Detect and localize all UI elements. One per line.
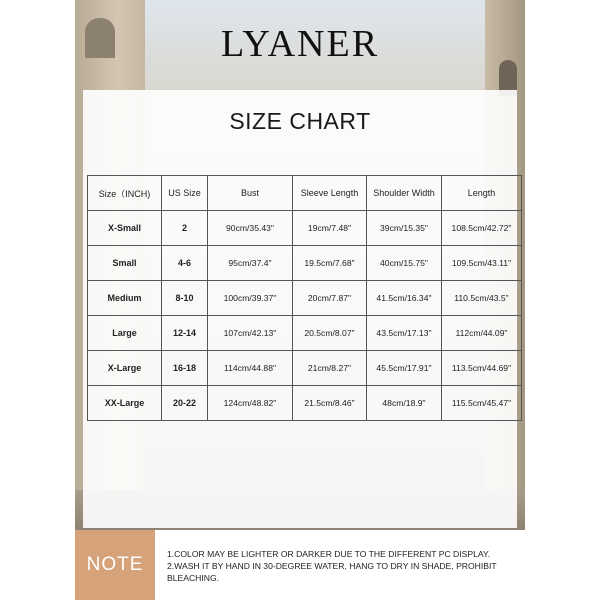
- cell-sleeve-length: 20cm/7.87": [293, 281, 367, 316]
- note-line: 2.WASH IT BY HAND IN 30-DEGREE WATER, HANG TO DRY IN SHADE, PROHIBIT BLEACHING.: [167, 561, 497, 583]
- note-label: NOTE: [75, 530, 155, 600]
- cell-size: Medium: [88, 281, 162, 316]
- header-shoulder-width: Shoulder Width: [367, 176, 442, 211]
- table-row: [88, 316, 522, 351]
- cell-size: X-Large: [88, 351, 162, 386]
- header-sleeve-length: Sleeve Length: [293, 176, 367, 211]
- cell-size: Small: [88, 246, 162, 281]
- cell-shoulder-width: 43.5cm/17.13": [367, 316, 442, 351]
- cell-size: Large: [88, 316, 162, 351]
- header-bust: Bust: [208, 176, 293, 211]
- cell-sleeve-length: 21cm/8.27": [293, 351, 367, 386]
- cell-bust: 95cm/37.4": [208, 246, 293, 281]
- cell-us-size: 20-22: [162, 386, 208, 421]
- size-chart-panel: [83, 90, 517, 528]
- table-header-row: [88, 176, 522, 211]
- cell-sleeve-length: 19.5cm/7.68": [293, 246, 367, 281]
- cell-sleeve-length: 21.5cm/8.46": [293, 386, 367, 421]
- cell-bust: 124cm/48.82": [208, 386, 293, 421]
- table-row: [88, 386, 522, 421]
- cell-shoulder-width: 41.5cm/16.34": [367, 281, 442, 316]
- table-row: [88, 211, 522, 246]
- cell-bust: 107cm/42.13": [208, 316, 293, 351]
- table-row: [88, 246, 522, 281]
- note-text: [167, 548, 522, 584]
- cell-us-size: 2: [162, 211, 208, 246]
- cell-shoulder-width: 48cm/18.9": [367, 386, 442, 421]
- note-line: 1.COLOR MAY BE LIGHTER OR DARKER DUE TO THE DIFFERENT PC DISPLAY.: [167, 549, 490, 559]
- cell-shoulder-width: 40cm/15.75": [367, 246, 442, 281]
- cell-shoulder-width: 39cm/15.35": [367, 211, 442, 246]
- size-chart-image: [75, 0, 525, 600]
- cell-length: 108.5cm/42.72": [442, 211, 522, 246]
- cell-length: 113.5cm/44.69": [442, 351, 522, 386]
- header-size: Size（INCH): [88, 176, 162, 211]
- table-row: [88, 281, 522, 316]
- header-length: Length: [442, 176, 522, 211]
- cell-bust: 100cm/39.37": [208, 281, 293, 316]
- brand-logo: LYANER: [220, 23, 380, 65]
- cell-us-size: 16-18: [162, 351, 208, 386]
- cell-bust: 114cm/44.88": [208, 351, 293, 386]
- cell-sleeve-length: 20.5cm/8.07": [293, 316, 367, 351]
- note-section: [75, 530, 525, 600]
- cell-size: X-Small: [88, 211, 162, 246]
- size-table: [87, 175, 522, 421]
- cell-us-size: 12-14: [162, 316, 208, 351]
- cell-length: 112cm/44.09": [442, 316, 522, 351]
- cell-length: 110.5cm/43.5": [442, 281, 522, 316]
- cell-us-size: 4-6: [162, 246, 208, 281]
- cell-length: 115.5cm/45.47": [442, 386, 522, 421]
- table-row: [88, 351, 522, 386]
- cell-us-size: 8-10: [162, 281, 208, 316]
- cell-size: XX-Large: [88, 386, 162, 421]
- cell-length: 109.5cm/43.11": [442, 246, 522, 281]
- cell-bust: 90cm/35.43": [208, 211, 293, 246]
- chart-title: SIZE CHART: [229, 108, 371, 134]
- cell-shoulder-width: 45.5cm/17.91": [367, 351, 442, 386]
- cell-sleeve-length: 19cm/7.48": [293, 211, 367, 246]
- header-us-size: US Size: [162, 176, 208, 211]
